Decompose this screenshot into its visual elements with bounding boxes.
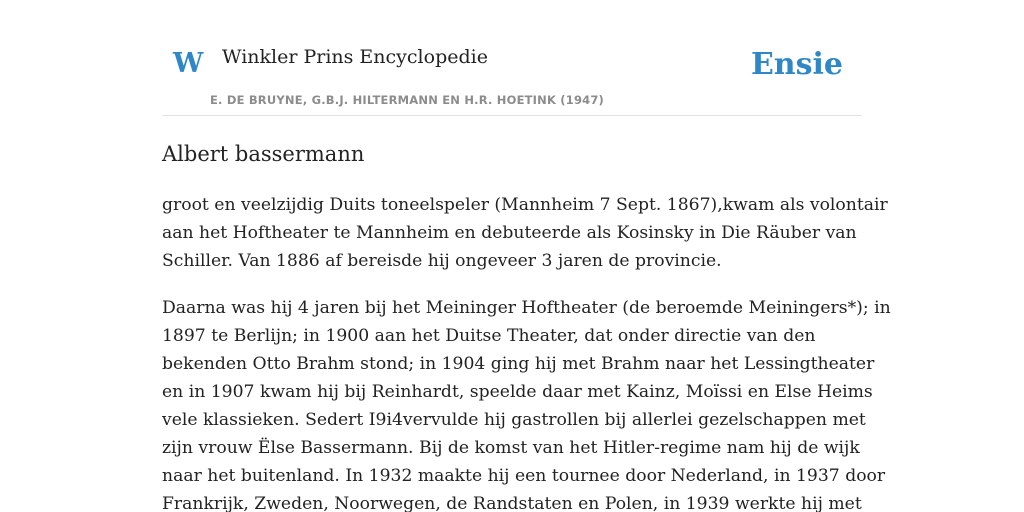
paragraph-line: vele klassieken. Sedert I9i4vervulde hij gastrollen bij allerlei gezelschappen met	[162, 410, 866, 430]
paragraph-line: 1897 te Berlijn; in 1900 aan het Duitse Theater, dat onder directie van den	[162, 326, 816, 346]
paragraph-line: zijn vrouw Ëlse Bassermann. Bij de komst van het Hitler-regime nam hij de wijk	[162, 438, 860, 458]
paragraph-line: naar het buitenland. In 1932 maakte hij een tournee door Nederland, in 1937 door	[162, 466, 886, 486]
paragraph-line: Schiller. Van 1886 af bereisde hij ongeveer 3 jaren de provincie.	[162, 251, 722, 271]
page-header	[162, 0, 862, 116]
article-title: Albert bassermann	[162, 142, 365, 166]
paragraph-line: bekenden Otto Brahm stond; in 1904 ging hij met Brahm naar het Lessingtheater	[162, 354, 875, 374]
source-title[interactable]: Winkler Prins Encyclopedie	[222, 46, 488, 68]
article	[162, 138, 891, 512]
article-paragraph	[162, 294, 891, 512]
paragraph-line: Daarna was hij 4 jaren bij het Meininger Hoftheater (de beroemde Meiningers*); in	[162, 298, 891, 318]
paragraph-line: Frankrijk, Zweden, Noorwegen, de Randstaten en Polen, in 1939 werkte hij met	[162, 494, 862, 512]
brand-logo[interactable]: Ensie	[750, 47, 843, 82]
paragraph-line: aan het Hoftheater te Mannheim en debuteerde als Kosinsky in Die Räuber van	[162, 223, 857, 243]
source-logo[interactable]: W	[173, 48, 204, 79]
paragraph-line: groot en veelzijdig Duits toneelspeler (Mannheim 7 Sept. 1867),kwam als volontair	[162, 195, 888, 215]
paragraph-line: en in 1907 kwam hij bij Reinhardt, speelde daar met Kainz, Moïssi en Else Heims	[162, 382, 873, 402]
source-authors: E. DE BRUYNE, G.B.J. HILTERMANN EN H.R. HOETINK (1947)	[210, 93, 605, 107]
article-paragraph	[162, 191, 888, 275]
